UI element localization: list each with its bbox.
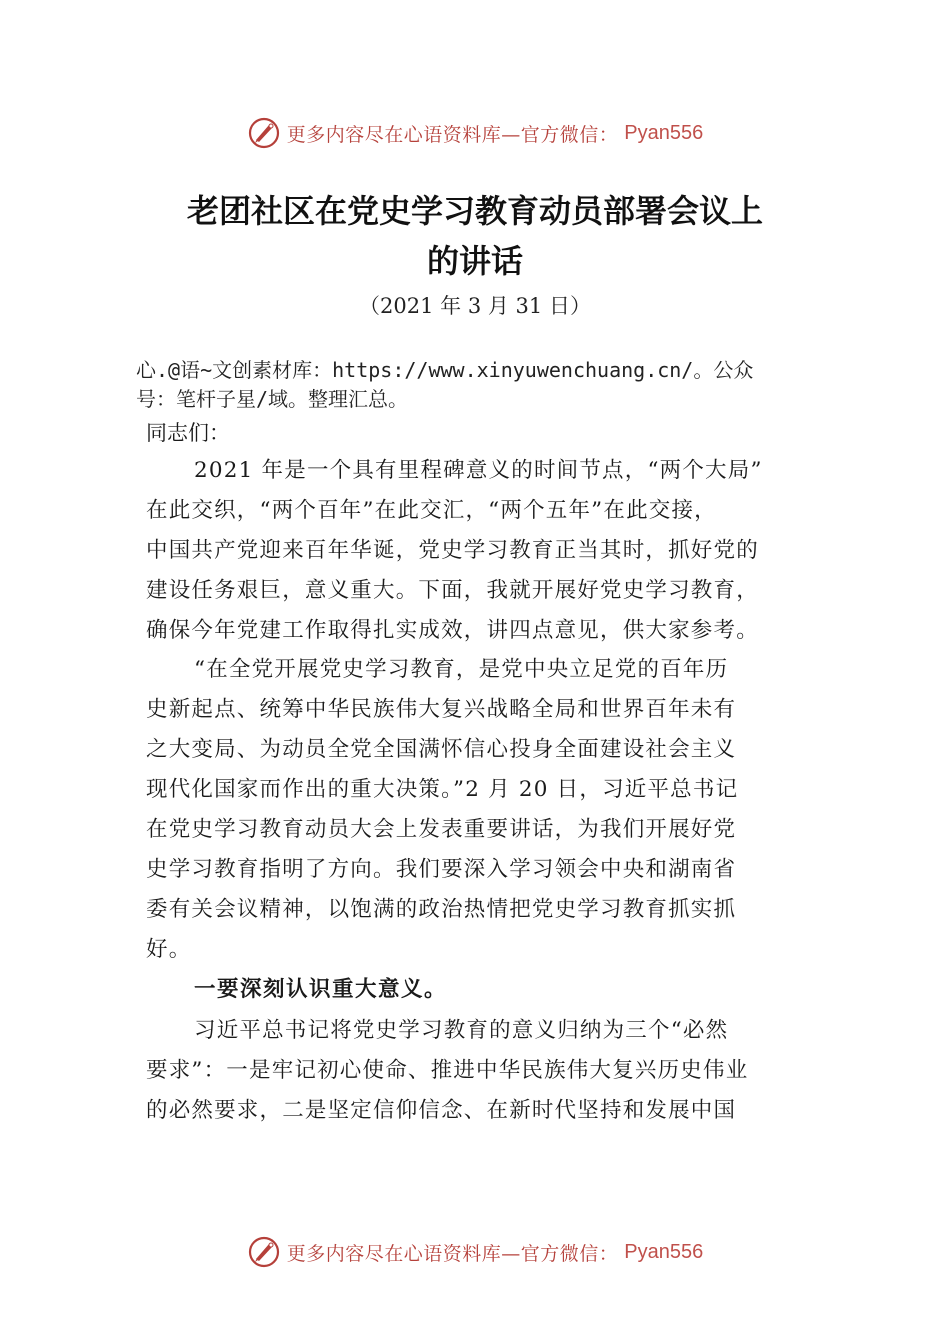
paragraph-line: 现代化国家而作出的重大决策。”2 月 20 日，习近平总书记 [146, 777, 739, 802]
title-line-1: 老团社区在党史学习教育动员部署会议上 [186, 192, 763, 230]
paragraph-line: 委有关会议精神，以饱满的政治热情把党史学习教育抓实抓 [146, 897, 737, 922]
paragraph-line: 中国共产党迎来百年华诞，党史学习教育正当其时，抓好党的 [146, 538, 759, 563]
document-title [100, 186, 850, 286]
paragraph-line: 建设任务艰巨，意义重大。下面，我就开展好党史学习教育， [146, 578, 759, 603]
paragraph-line: 史新起点、统筹中华民族伟大复兴战略全局和世界百年未有 [146, 697, 737, 722]
paragraph-1 [146, 451, 816, 651]
section-heading-1: 一要深刻认识重大意义。 [194, 977, 448, 1002]
paragraph-line: 的必然要求，二是坚定信仰信念、在新时代坚持和发展中国 [146, 1098, 737, 1123]
paragraph-line: 史学习教育指明了方向。我们要深入学习领会中央和湖南省 [146, 857, 737, 882]
header-banner [0, 113, 950, 153]
banner-wechat-id: Pyan556 [624, 121, 704, 144]
paragraph-line: 好。 [146, 937, 192, 962]
paragraph-line: “在全党开展党史学习教育，是党中央立足党的百年历 [194, 657, 729, 682]
banner-wechat-id: Pyan556 [624, 1240, 704, 1263]
brand-logo-icon [247, 116, 281, 150]
paragraph-line: 2021 年是一个具有里程碑意义的时间节点，“两个大局” [194, 458, 763, 483]
title-line-2: 的讲话 [426, 242, 523, 280]
paragraph-line: 在党史学习教育动员大会上发表重要讲话，为我们开展好党 [146, 817, 737, 842]
source-note-line-1: 心.@语~文创素材库：https://www.xinyuwenchuang.cn/。公众 [136, 358, 754, 382]
salutation: 同志们： [146, 421, 230, 445]
paragraph-line: 在此交织，“两个百年”在此交汇，“两个五年”在此交接， [146, 498, 717, 523]
paragraph-line: 确保今年党建工作取得扎实成效，讲四点意见，供大家参考。 [146, 618, 759, 643]
paragraph-line: 习近平总书记将党史学习教育的意义归纳为三个“必然 [194, 1018, 729, 1043]
source-note-line-2: 号：笔杆子星/域。整理汇总。 [136, 387, 409, 411]
paragraph-line: 之大变局、为动员全党全国满怀信心投身全面建设社会主义 [146, 737, 737, 762]
footer-banner [0, 1232, 950, 1272]
document-date: （2021 年 3 月 31 日） [359, 294, 591, 318]
banner-text: 更多内容尽在心语资料库—官方微信： [286, 123, 619, 146]
brand-logo-icon [247, 1235, 281, 1269]
paragraph-line: 要求”：一是牢记初心使命、推进中华民族伟大复兴历史伟业 [146, 1058, 749, 1083]
source-note [136, 356, 856, 414]
paragraph-2 [146, 650, 816, 970]
paragraph-3 [146, 1011, 816, 1131]
banner-text: 更多内容尽在心语资料库—官方微信： [286, 1242, 619, 1265]
